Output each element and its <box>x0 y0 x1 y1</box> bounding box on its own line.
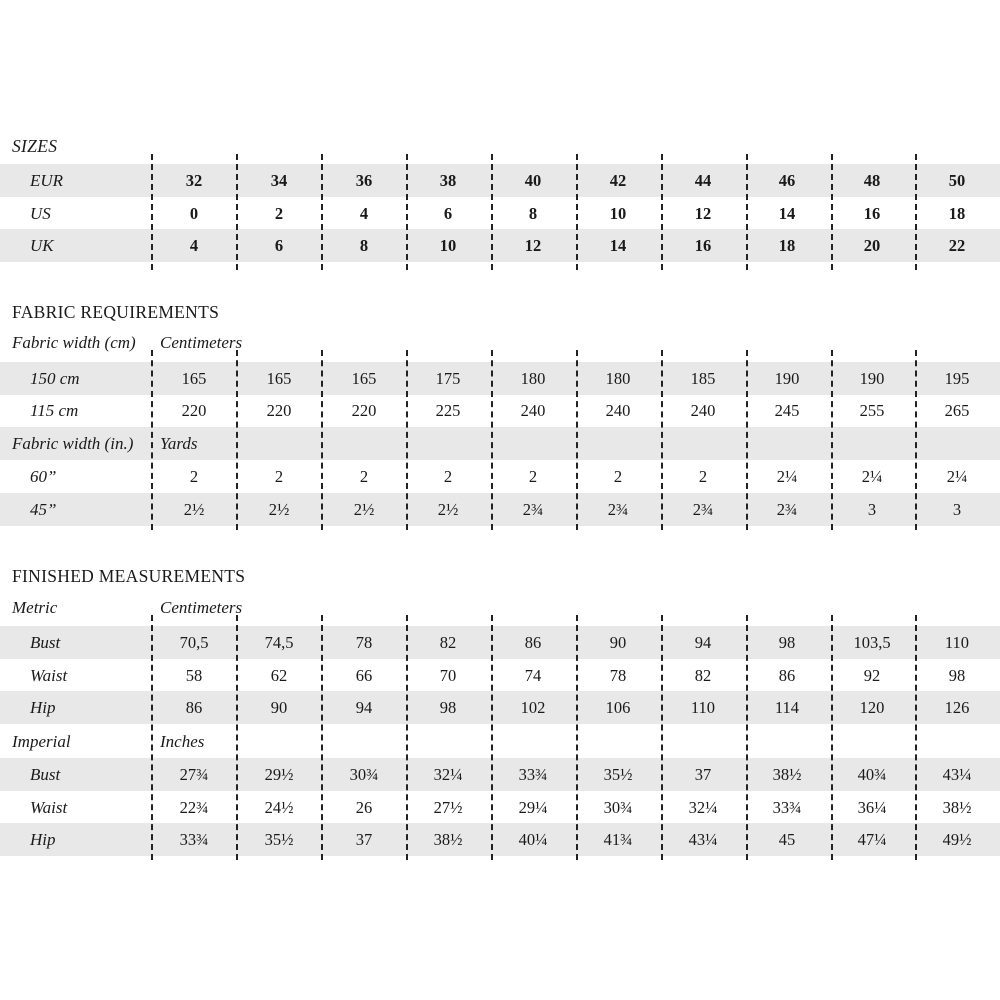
metric-group-row <box>0 591 1000 624</box>
fabric-cm-group-row <box>0 326 1000 359</box>
metric-bust-cell: 103,5 <box>853 633 891 652</box>
fabric-115cm-cell: 240 <box>520 401 546 420</box>
fabric-150cm-cell: 180 <box>520 369 546 388</box>
size-us-cell: 14 <box>778 204 796 223</box>
size-us-cell: 12 <box>694 204 712 223</box>
imperial-waist-cell: 27½ <box>433 798 463 817</box>
imperial-bust-cell: 33¾ <box>518 765 548 784</box>
fabric-45in-cell: 3 <box>952 500 962 519</box>
fabric-column-divider <box>491 350 493 530</box>
fabric-115cm-cell: 220 <box>181 401 207 420</box>
size-uk-cell: 22 <box>948 236 966 255</box>
imperial-waist-cell: 33¾ <box>772 798 802 817</box>
size-eur-cell: 40 <box>524 171 542 190</box>
imperial-group-row <box>0 725 1000 758</box>
metric-hip-cell: 98 <box>439 698 457 717</box>
imperial-waist-cell: 26 <box>355 798 373 817</box>
fabric-45in-cell: 2½ <box>268 500 290 519</box>
size-eur-cell: 48 <box>863 171 881 190</box>
metric-bust-cell: 74,5 <box>264 633 294 652</box>
size-us-row <box>0 197 1000 230</box>
imperial-hip-cell: 33¾ <box>179 830 209 849</box>
metric-bust-cell: 94 <box>694 633 712 652</box>
metric-hip-cell: 106 <box>605 698 631 717</box>
imperial-bust-cell: 32¼ <box>433 765 463 784</box>
fabric-150cm-cell: 165 <box>181 369 207 388</box>
finished-column-divider <box>406 615 408 860</box>
fabric-115cm-row <box>0 394 1000 427</box>
size-uk-cell: 4 <box>189 236 199 255</box>
imperial-hip-cell: 49½ <box>942 830 972 849</box>
fabric-45in-cell: 2½ <box>183 500 205 519</box>
imperial-hip-cell: 45 <box>778 830 796 849</box>
imperial-group-label: Imperial <box>12 732 71 751</box>
fabric-150cm-cell: 190 <box>859 369 885 388</box>
size-eur-cell: 32 <box>185 171 203 190</box>
sizes-column-divider <box>236 154 238 270</box>
metric-group-label: Metric <box>12 598 58 617</box>
imperial-bust-cell: 43¼ <box>942 765 972 784</box>
metric-hip-cell: 94 <box>355 698 373 717</box>
size-eur-cell: 44 <box>694 171 712 190</box>
imperial-hip-cell: 41¾ <box>603 830 633 849</box>
metric-waist-row <box>0 659 1000 692</box>
metric-waist-label: Waist <box>30 666 68 685</box>
size-us-label: US <box>30 204 51 223</box>
finished-title: FINISHED MEASUREMENTS <box>12 566 246 586</box>
fabric-45in-cell: 3 <box>867 500 877 519</box>
fabric-column-divider <box>576 350 578 530</box>
fabric-115cm-label: 115 cm <box>30 401 79 420</box>
fabric-title: FABRIC REQUIREMENTS <box>12 302 220 322</box>
sizes-title: SIZES <box>12 136 58 156</box>
size-us-cell: 6 <box>443 204 453 223</box>
size-uk-cell: 10 <box>439 236 457 255</box>
fabric-in-group-label: Fabric width (in.) <box>12 434 134 453</box>
size-uk-row <box>0 229 1000 262</box>
sizes-column-divider <box>746 154 748 270</box>
imperial-unit-label: Inches <box>160 732 205 751</box>
fabric-150cm-cell: 175 <box>435 369 461 388</box>
imperial-bust-row <box>0 758 1000 791</box>
imperial-hip-label: Hip <box>30 830 56 849</box>
metric-bust-cell: 86 <box>524 633 542 652</box>
imperial-hip-row <box>0 823 1000 856</box>
imperial-hip-cell: 43¼ <box>688 830 718 849</box>
size-us-cell: 2 <box>274 204 284 223</box>
metric-bust-cell: 90 <box>609 633 627 652</box>
metric-hip-cell: 86 <box>185 698 203 717</box>
fabric-60in-row <box>0 460 1000 493</box>
metric-waist-cell: 70 <box>439 666 457 685</box>
size-uk-cell: 18 <box>778 236 796 255</box>
metric-bust-row <box>0 626 1000 659</box>
imperial-hip-cell: 37 <box>355 830 373 849</box>
imperial-bust-cell: 35½ <box>603 765 633 784</box>
fabric-60in-cell: 2 <box>443 467 453 486</box>
metric-bust-label: Bust <box>30 633 61 652</box>
imperial-bust-label: Bust <box>30 765 61 784</box>
finished-column-divider <box>661 615 663 860</box>
fabric-150cm-row <box>0 362 1000 395</box>
fabric-column-divider <box>831 350 833 530</box>
fabric-115cm-cell: 245 <box>774 401 800 420</box>
imperial-waist-cell: 22¾ <box>179 798 209 817</box>
imperial-hip-cell: 40¼ <box>518 830 548 849</box>
finished-column-divider <box>491 615 493 860</box>
metric-waist-cell: 86 <box>778 666 796 685</box>
fabric-150cm-label: 150 cm <box>30 369 80 388</box>
fabric-column-divider <box>321 350 323 530</box>
fabric-in-group-row <box>0 427 1000 460</box>
finished-column-divider <box>236 615 238 860</box>
imperial-hip-cell: 35½ <box>264 830 294 849</box>
metric-waist-cell: 92 <box>863 666 881 685</box>
imperial-bust-cell: 40¾ <box>857 765 887 784</box>
size-eur-cell: 50 <box>948 171 966 190</box>
finished-column-divider <box>915 615 917 860</box>
metric-bust-cell: 82 <box>439 633 457 652</box>
sizes-column-divider <box>406 154 408 270</box>
imperial-waist-cell: 36¼ <box>857 798 887 817</box>
fabric-60in-cell: 2 <box>698 467 708 486</box>
size-eur-cell: 46 <box>778 171 796 190</box>
size-eur-cell: 36 <box>355 171 373 190</box>
sizes-column-divider <box>831 154 833 270</box>
size-uk-cell: 6 <box>274 236 284 255</box>
size-eur-cell: 42 <box>609 171 627 190</box>
fabric-115cm-cell: 240 <box>690 401 716 420</box>
imperial-waist-cell: 38½ <box>942 798 972 817</box>
metric-waist-cell: 74 <box>524 666 542 685</box>
size-us-cell: 10 <box>609 204 627 223</box>
fabric-60in-cell: 2¼ <box>946 467 968 486</box>
metric-hip-cell: 90 <box>270 698 288 717</box>
imperial-bust-cell: 38½ <box>772 765 802 784</box>
fabric-column-divider <box>915 350 917 530</box>
metric-hip-cell: 102 <box>520 698 546 717</box>
finished-column-divider <box>321 615 323 860</box>
imperial-bust-cell: 30¾ <box>349 765 379 784</box>
metric-unit-label: Centimeters <box>160 598 243 617</box>
size-eur-row <box>0 164 1000 197</box>
fabric-45in-row <box>0 493 1000 526</box>
size-uk-cell: 14 <box>609 236 627 255</box>
metric-hip-cell: 110 <box>690 698 716 717</box>
finished-column-divider <box>151 615 153 860</box>
imperial-waist-cell: 29¼ <box>518 798 548 817</box>
metric-hip-label: Hip <box>30 698 56 717</box>
size-uk-cell: 16 <box>694 236 712 255</box>
imperial-hip-cell: 38½ <box>433 830 463 849</box>
finished-column-divider <box>746 615 748 860</box>
fabric-60in-cell: 2¼ <box>861 467 883 486</box>
fabric-45in-cell: 2¾ <box>522 500 544 519</box>
size-us-cell: 18 <box>948 204 966 223</box>
fabric-60in-label: 60” <box>30 467 57 486</box>
metric-waist-cell: 62 <box>270 666 288 685</box>
fabric-45in-cell: 2¾ <box>776 500 798 519</box>
fabric-60in-cell: 2 <box>613 467 623 486</box>
metric-hip-cell: 114 <box>774 698 800 717</box>
imperial-hip-cell: 47¼ <box>857 830 887 849</box>
fabric-column-divider <box>661 350 663 530</box>
fabric-cm-group-label: Fabric width (cm) <box>12 333 136 352</box>
size-uk-cell: 8 <box>359 236 369 255</box>
fabric-45in-cell: 2¾ <box>692 500 714 519</box>
fabric-150cm-cell: 190 <box>774 369 800 388</box>
metric-hip-row <box>0 691 1000 724</box>
metric-waist-cell: 66 <box>355 666 373 685</box>
fabric-45in-cell: 2½ <box>437 500 459 519</box>
imperial-bust-cell: 37 <box>694 765 712 784</box>
sizes-column-divider <box>491 154 493 270</box>
metric-waist-cell: 98 <box>948 666 966 685</box>
imperial-waist-cell: 32¼ <box>688 798 718 817</box>
fabric-60in-cell: 2 <box>359 467 369 486</box>
finished-column-divider <box>576 615 578 860</box>
size-uk-cell: 12 <box>524 236 542 255</box>
sizes-column-divider <box>576 154 578 270</box>
fabric-150cm-cell: 165 <box>266 369 292 388</box>
fabric-60in-cell: 2 <box>274 467 284 486</box>
fabric-150cm-cell: 185 <box>690 369 716 388</box>
size-eur-cell: 34 <box>270 171 288 190</box>
fabric-115cm-cell: 220 <box>266 401 292 420</box>
sizes-column-divider <box>915 154 917 270</box>
fabric-cm-unit-label: Centimeters <box>160 333 243 352</box>
metric-waist-cell: 82 <box>694 666 712 685</box>
sizes-column-divider <box>661 154 663 270</box>
fabric-in-unit-label: Yards <box>160 434 198 453</box>
size-us-cell: 8 <box>528 204 538 223</box>
fabric-115cm-cell: 240 <box>605 401 631 420</box>
fabric-60in-cell: 2¼ <box>776 467 798 486</box>
size-eur-label: EUR <box>30 171 64 190</box>
metric-waist-cell: 78 <box>609 666 627 685</box>
sizes-column-divider <box>321 154 323 270</box>
fabric-column-divider <box>746 350 748 530</box>
imperial-waist-label: Waist <box>30 798 68 817</box>
fabric-45in-cell: 2¾ <box>607 500 629 519</box>
fabric-45in-cell: 2½ <box>353 500 375 519</box>
metric-bust-cell: 110 <box>944 633 970 652</box>
metric-bust-cell: 70,5 <box>179 633 209 652</box>
imperial-bust-cell: 27¾ <box>179 765 209 784</box>
fabric-column-divider <box>406 350 408 530</box>
finished-column-divider <box>831 615 833 860</box>
imperial-waist-cell: 24½ <box>264 798 294 817</box>
fabric-column-divider <box>151 350 153 530</box>
fabric-115cm-cell: 255 <box>859 401 885 420</box>
fabric-115cm-cell: 225 <box>435 401 461 420</box>
size-uk-cell: 20 <box>863 236 881 255</box>
metric-bust-cell: 98 <box>778 633 796 652</box>
size-us-cell: 0 <box>189 204 199 223</box>
metric-waist-cell: 58 <box>185 666 203 685</box>
size-uk-label: UK <box>30 236 54 255</box>
imperial-waist-row <box>0 791 1000 824</box>
fabric-60in-cell: 2 <box>189 467 199 486</box>
fabric-115cm-cell: 265 <box>944 401 970 420</box>
size-us-cell: 4 <box>359 204 369 223</box>
sizes-column-divider <box>151 154 153 270</box>
fabric-150cm-cell: 165 <box>351 369 377 388</box>
fabric-60in-cell: 2 <box>528 467 538 486</box>
fabric-45in-label: 45” <box>30 500 57 519</box>
imperial-bust-cell: 29½ <box>264 765 294 784</box>
metric-bust-cell: 78 <box>355 633 373 652</box>
metric-hip-cell: 120 <box>859 698 885 717</box>
imperial-waist-cell: 30¾ <box>603 798 633 817</box>
metric-hip-cell: 126 <box>944 698 970 717</box>
fabric-115cm-cell: 220 <box>351 401 377 420</box>
size-us-cell: 16 <box>863 204 881 223</box>
size-eur-cell: 38 <box>439 171 457 190</box>
fabric-150cm-cell: 195 <box>944 369 970 388</box>
fabric-column-divider <box>236 350 238 530</box>
fabric-150cm-cell: 180 <box>605 369 631 388</box>
